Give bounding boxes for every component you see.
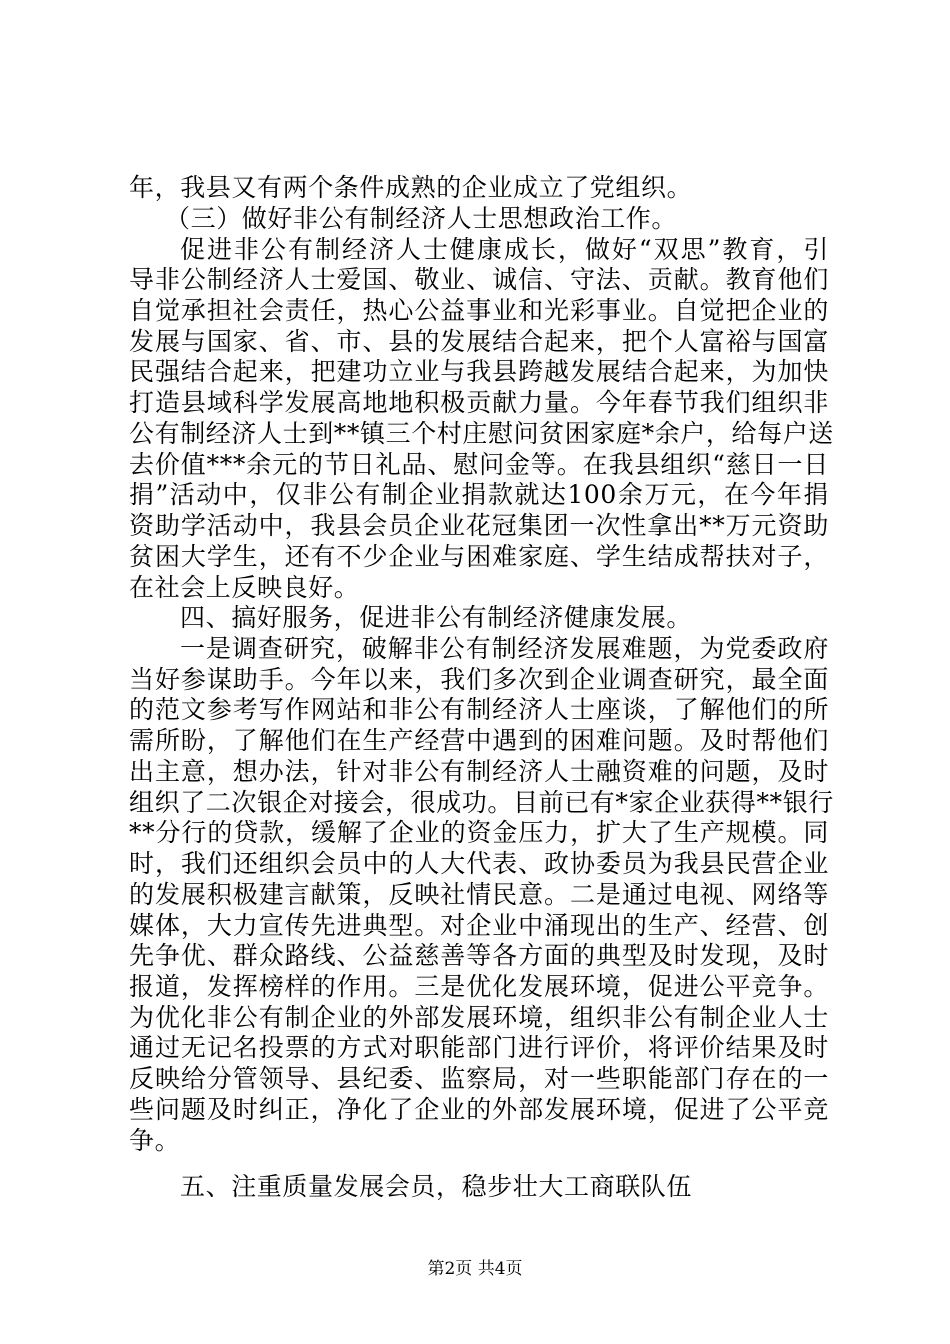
section-heading: （三）做好非公有制经济人士思想政治工作。 bbox=[165, 203, 678, 233]
paragraph-line: 些问题及时纠正，净化了企业的外部发展环境，促进了公平竞 bbox=[129, 1094, 829, 1124]
paragraph-line: 出主意，想办法，针对非公有制经济人士融资难的问题，及时 bbox=[129, 756, 829, 786]
paragraph-line: 媒体，大力宣传先进典型。对企业中涌现出的生产、经营、创 bbox=[129, 910, 829, 940]
paragraph-line: 报道，发挥榜样的作用。三是优化发展环境，促进公平竞争。 bbox=[129, 972, 829, 1001]
paragraph-line: 通过无记名投票的方式对职能部门进行评价，将评价结果及时 bbox=[129, 1033, 829, 1063]
section-heading: 四、搞好服务，促进非公有制经济健康发展。 bbox=[180, 603, 693, 633]
paragraph-line: 争。 bbox=[129, 1125, 181, 1155]
paragraph-line: 时，我们还组织会员中的人大代表、政协委员为我县民营企业 bbox=[129, 849, 829, 878]
paragraph-line: 一是调查研究，破解非公有制经济发展难题，为党委政府 bbox=[180, 633, 829, 663]
paragraph-line: 自觉承担社会责任，热心公益事业和光彩事业。自觉把企业的 bbox=[129, 295, 829, 325]
section-heading: 五、注重质量发展会员，稳步壮大工商联队伍 bbox=[180, 1172, 693, 1202]
paragraph-line: 在社会上反映良好。 bbox=[129, 572, 360, 602]
paragraph-line: 资助学活动中，我县会员企业花冠集团一次性拿出**万元资助 bbox=[129, 511, 829, 540]
paragraph-line: 为优化非公有制企业的外部发展环境，组织非公有制企业人士 bbox=[129, 1002, 829, 1032]
paragraph-line: 公有制经济人士到**镇三个村庄慰问贫困家庭*余户，给每户送 bbox=[129, 418, 834, 448]
paragraph-line: 年，我县又有两个条件成熟的企业成立了党组织。 bbox=[129, 173, 693, 202]
paragraph-line: 需所盼，了解他们在生产经营中遇到的困难问题。及时帮他们 bbox=[129, 726, 829, 756]
paragraph-line: 的范文参考写作网站和非公有制经济人士座谈，了解他们的所 bbox=[129, 695, 829, 725]
paragraph-line: 组织了二次银企对接会，很成功。目前已有*家企业获得**银行 bbox=[129, 787, 834, 817]
paragraph-line: 导非公制经济人士爱国、敬业、诚信、守法、贡献。教育他们 bbox=[129, 265, 829, 295]
paragraph-line: 打造县域科学发展高地地积极贡献力量。今年春节我们组织非 bbox=[129, 388, 829, 418]
paragraph-line: 捐”活动中，仅非公有制企业捐款就达100余万元，在今年捐 bbox=[129, 480, 829, 510]
paragraph-line: **分行的贷款，缓解了企业的资金压力，扩大了生产规模。同 bbox=[129, 818, 829, 848]
paragraph-line: 先争优、群众路线、公益慈善等各方面的典型及时发现，及时 bbox=[129, 941, 829, 971]
paragraph-line: 民强结合起来，把建功立业与我县跨越发展结合起来，为加快 bbox=[129, 357, 829, 387]
paragraph-line: 反映给分管领导、县纪委、监察局，对一些职能部门存在的一 bbox=[129, 1064, 829, 1094]
paragraph-line: 发展与国家、省、市、县的发展结合起来，把个人富裕与国富 bbox=[129, 326, 829, 356]
paragraph-line: 当好参谋助手。今年以来，我们多次到企业调查研究，最全面 bbox=[129, 664, 829, 694]
paragraph-line: 去价值***余元的节日礼品、慰问金等。在我县组织“慈日一日 bbox=[129, 449, 829, 479]
paragraph-line: 贫困大学生，还有不少企业与困难家庭、学生结成帮扶对子， bbox=[129, 541, 829, 571]
paragraph-line: 促进非公有制经济人士健康成长，做好“双思”教育，引 bbox=[180, 234, 829, 264]
page-footer: 第2页 共4页 bbox=[427, 1259, 523, 1279]
paragraph-line: 的发展积极建言献策，反映社情民意。二是通过电视、网络等 bbox=[129, 879, 829, 909]
